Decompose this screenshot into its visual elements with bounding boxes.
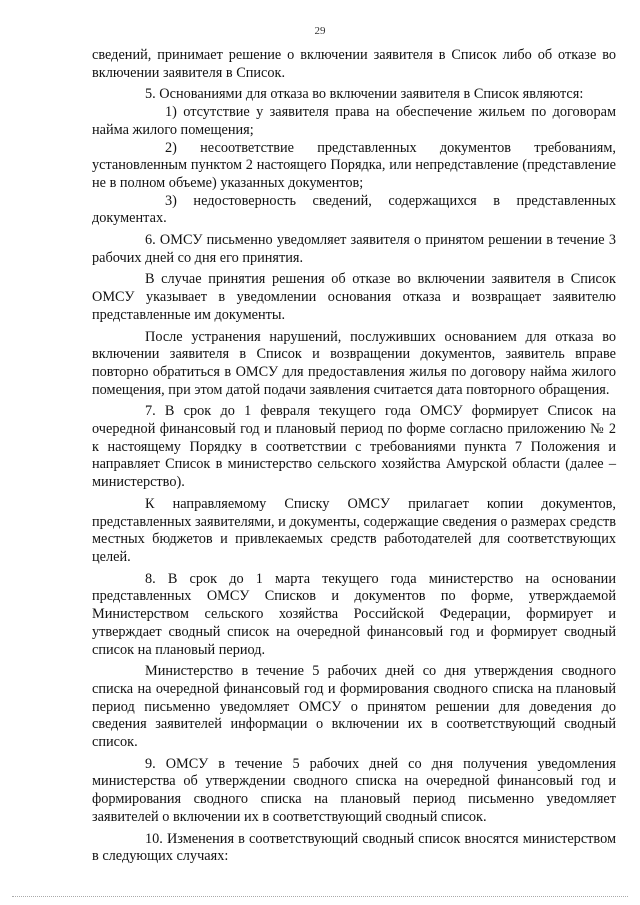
paragraph-item-8: 8. В срок до 1 марта текущего года министерство на основании представленных ОМСУ Списков и документов по форме, утверждаемой Министерством сельского хозяйства Российской Федерации, формирует и утверждает сводный список на очередной финансовый год и формирует сводный список на плановый период. xyxy=(92,570,616,658)
document-body xyxy=(92,47,616,866)
paragraph-item-9: 9. ОМСУ в течение 5 рабочих дней со дня получения уведомления министерства об утверждении сводного списка на очередной финансовый год и формирования сводного списка на плановый период письменно уведомляет заявителей о включении их в соответствующий сводный список. xyxy=(92,755,616,825)
paragraph-continuation: сведений, принимает решение о включении заявителя в Список либо об отказе во включении заявителя в Список. xyxy=(92,47,616,81)
paragraph-item-7: 7. В срок до 1 февраля текущего года ОМСУ формирует Список на очередной финансовый год и плановый период по форме согласно приложению № 2 к настоящему Порядку в соответствии с требованиями пункта 7 Положения и направляет Список в министерство сельского хозяйства Амурской области (далее – министерство). xyxy=(92,403,616,491)
paragraph-ministry-notice: Министерство в течение 5 рабочих дней со дня утверждения сводного списка на очередной финансовый год и формирования сводного списка на плановый период письменно уведомляет ОМСУ о принятом решении для доведения до сведения заявителей информации о включении их в соответствующий сводный список. xyxy=(92,663,616,751)
paragraph-reapplication: После устранения нарушений, послуживших основанием для отказа во включении заявителя в Список и возвращении документов, заявитель вправе повторно обратиться в ОМСУ для предоставления жилья по договору найма жилого помещения, при этом датой подачи заявления считается дата повторного обращения. xyxy=(92,328,616,398)
subitem-1: 1) отсутствие у заявителя права на обеспечение жильем по договорам найма жилого помещения; xyxy=(92,104,616,138)
paragraph-item-5: 5. Основаниями для отказа во включении заявителя в Список являются: xyxy=(145,86,584,103)
page-number: 29 xyxy=(314,25,326,37)
paragraph-refusal-notice: В случае принятия решения об отказе во включении заявителя в Список ОМСУ указывает в уведомлении основания отказа и возвращает заявителю представленные им документы. xyxy=(92,271,616,323)
paragraph-item-6: 6. ОМСУ письменно уведомляет заявителя о принятом решении в течение 3 рабочих дней со дня его принятия. xyxy=(92,232,616,266)
subitem-2: 2) несоответствие представленных документов требованиям, установленным пунктом 2 настоящего Порядка, или непредставление (представление не в полном объеме) указанных документов; xyxy=(92,139,616,191)
paragraph-item-10: 10. Изменения в соответствующий сводный список вносятся министерством в следующих случаях: xyxy=(92,830,616,865)
subitem-3: 3) недостоверность сведений, содержащихся в представленных документах. xyxy=(92,192,616,227)
paragraph-attachments: К направляемому Списку ОМСУ прилагает копии документов, представленных заявителями, и документы, содержащие сведения о размерах средств местных бюджетов и привлекаемых средств работодателей для соответствующих целей. xyxy=(92,495,616,565)
scan-edge-divider xyxy=(12,896,628,897)
